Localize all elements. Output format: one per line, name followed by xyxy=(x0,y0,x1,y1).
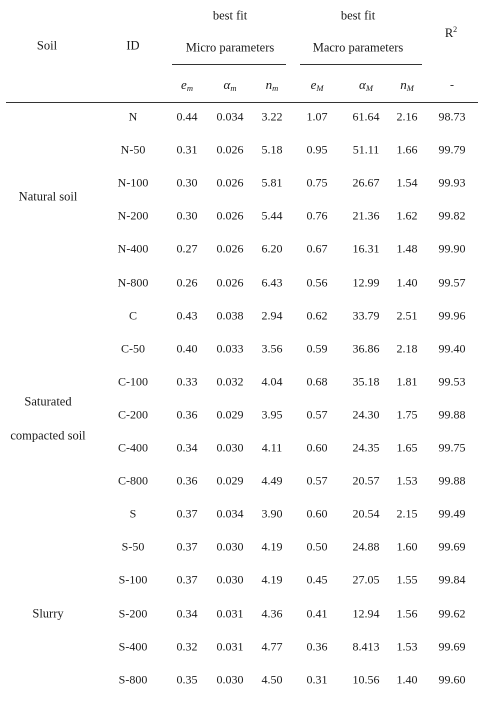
cell-alpha-macro: 26.67 xyxy=(352,175,380,190)
sym-n-micro: $n_m$ xyxy=(265,77,279,93)
cell-alpha-macro: 51.11 xyxy=(352,142,380,157)
cell-e-macro: 0.57 xyxy=(306,407,328,422)
cell-e-macro: 0.60 xyxy=(306,506,328,521)
group-saturated-line2: compacted soil xyxy=(10,428,86,443)
cell-n-macro: 1.53 xyxy=(396,473,418,488)
cell-r2: 99.49 xyxy=(438,506,466,521)
cell-id: C-100 xyxy=(118,374,148,389)
cell-e-macro: 0.36 xyxy=(306,639,328,654)
cell-alpha-micro: 0.034 xyxy=(216,506,244,521)
cell-alpha-macro: 10.56 xyxy=(352,672,380,687)
cell-id: S-100 xyxy=(118,572,148,587)
cell-n-micro: 4.50 xyxy=(261,672,283,687)
cell-n-micro: 3.56 xyxy=(261,341,283,356)
cell-e-macro: 0.95 xyxy=(306,142,328,157)
cell-id: N-800 xyxy=(117,275,149,289)
cell-r2: 99.53 xyxy=(438,374,466,389)
cell-id: C-50 xyxy=(121,341,145,356)
cell-alpha-macro: 35.18 xyxy=(352,374,380,389)
cell-n-macro: 1.65 xyxy=(396,440,418,455)
cell-r2: 99.69 xyxy=(438,539,466,554)
cell-id: C-400 xyxy=(118,440,148,455)
cell-alpha-micro: 0.033 xyxy=(216,341,244,356)
cell-n-micro: 5.44 xyxy=(261,208,283,223)
header-id: ID xyxy=(126,38,140,53)
cell-n-macro: 2.51 xyxy=(396,308,418,323)
cell-n-macro: 1.75 xyxy=(396,407,418,422)
cell-alpha-micro: 0.030 xyxy=(216,539,244,554)
cell-r2: 99.88 xyxy=(438,407,466,422)
cell-n-macro: 1.55 xyxy=(396,572,418,587)
cell-e-macro: 0.68 xyxy=(306,374,328,389)
cell-e-macro: 0.60 xyxy=(306,440,328,455)
cell-n-macro: 1.81 xyxy=(396,374,418,389)
sym-r2-unit: - xyxy=(450,77,454,92)
cell-r2: 99.88 xyxy=(438,473,466,488)
cell-e-micro: 0.35 xyxy=(176,672,198,687)
cell-r2: 98.73 xyxy=(438,109,466,124)
cell-e-macro: 0.75 xyxy=(306,175,328,190)
cell-n-macro: 2.16 xyxy=(396,109,418,124)
cell-alpha-micro: 0.026 xyxy=(216,275,244,289)
cell-id: S-400 xyxy=(118,639,148,654)
cell-n-macro: 1.66 xyxy=(396,142,418,157)
cell-alpha-macro: 24.88 xyxy=(352,539,380,554)
header-best-fit-macro: best fit xyxy=(340,8,376,23)
cell-e-micro: 0.27 xyxy=(176,241,198,256)
cell-e-macro: 0.57 xyxy=(306,473,328,488)
group-natural-soil: Natural soil xyxy=(18,189,78,204)
rule-header-bottom xyxy=(6,102,478,103)
cell-e-micro: 0.37 xyxy=(176,572,198,587)
cell-n-macro: 1.53 xyxy=(396,639,418,654)
cell-e-macro: 0.56 xyxy=(306,275,328,289)
cell-id: S xyxy=(129,506,137,521)
cell-e-micro: 0.33 xyxy=(176,374,198,389)
cell-alpha-micro: 0.026 xyxy=(216,175,244,190)
cell-id: S-200 xyxy=(118,606,148,620)
cell-n-macro: 2.15 xyxy=(396,506,418,521)
header-micro-parameters: Micro parameters xyxy=(185,40,275,55)
cell-alpha-macro: 12.99 xyxy=(352,275,380,289)
cell-n-micro: 5.81 xyxy=(261,175,283,190)
cell-alpha-micro: 0.029 xyxy=(216,407,244,422)
cell-alpha-micro: 0.031 xyxy=(216,639,244,654)
cell-n-macro: 1.48 xyxy=(396,241,418,256)
cell-alpha-micro: 0.038 xyxy=(216,308,244,323)
cell-r2: 99.79 xyxy=(438,142,466,157)
cell-alpha-macro: 27.05 xyxy=(352,572,380,587)
cell-r2: 99.69 xyxy=(438,639,466,654)
cell-id: C xyxy=(128,308,138,323)
cell-e-macro: 0.67 xyxy=(306,241,328,256)
sym-alpha-micro: $\alpha_m$ xyxy=(223,77,237,93)
cell-e-micro: 0.31 xyxy=(176,142,198,157)
cell-alpha-micro: 0.026 xyxy=(216,241,244,256)
cell-e-micro: 0.44 xyxy=(176,109,198,124)
rule-macro xyxy=(300,64,422,65)
cell-alpha-micro: 0.031 xyxy=(216,606,244,620)
cell-alpha-macro: 12.94 xyxy=(352,606,380,620)
cell-alpha-micro: 0.030 xyxy=(216,672,244,687)
cell-e-macro: 0.45 xyxy=(306,572,328,587)
cell-e-micro: 0.36 xyxy=(176,407,198,422)
cell-alpha-macro: 24.35 xyxy=(352,440,380,455)
cell-n-micro: 2.94 xyxy=(261,308,283,323)
cell-e-macro: 0.59 xyxy=(306,341,328,356)
cell-n-micro: 4.77 xyxy=(261,639,283,654)
sym-e-macro: $e_M$ xyxy=(310,77,324,93)
cell-n-micro: 3.95 xyxy=(261,407,283,422)
cell-n-micro: 4.11 xyxy=(261,440,283,455)
cell-id: C-800 xyxy=(118,473,148,488)
cell-alpha-micro: 0.030 xyxy=(216,440,244,455)
cell-e-micro: 0.36 xyxy=(176,473,198,488)
cell-e-macro: 0.41 xyxy=(306,606,328,620)
cell-alpha-micro: 0.034 xyxy=(216,109,244,124)
cell-e-macro: 0.50 xyxy=(306,539,328,554)
cell-id: N-400 xyxy=(117,241,149,256)
sym-e-micro: $e_m$ xyxy=(181,77,193,93)
cell-r2: 99.57 xyxy=(438,275,466,289)
cell-alpha-macro: 20.57 xyxy=(352,473,380,488)
cell-n-micro: 3.22 xyxy=(261,109,283,124)
cell-e-micro: 0.26 xyxy=(176,275,198,289)
cell-alpha-micro: 0.029 xyxy=(216,473,244,488)
cell-n-macro: 1.62 xyxy=(396,208,418,223)
cell-n-macro: 1.56 xyxy=(396,606,418,620)
cell-alpha-macro: 36.86 xyxy=(352,341,380,356)
cell-r2: 99.82 xyxy=(438,208,466,223)
cell-alpha-macro: 61.64 xyxy=(352,109,380,124)
rule-micro xyxy=(172,64,286,65)
cell-id: N xyxy=(128,109,138,124)
cell-n-micro: 4.19 xyxy=(261,572,283,587)
cell-e-micro: 0.34 xyxy=(176,440,198,455)
group-slurry: Slurry xyxy=(32,606,64,621)
cell-r2: 99.60 xyxy=(438,672,466,687)
cell-id: S-50 xyxy=(121,539,145,554)
cell-e-micro: 0.40 xyxy=(176,341,198,356)
cell-n-micro: 5.18 xyxy=(261,142,283,157)
cell-e-macro: 1.07 xyxy=(306,109,328,124)
cell-id: N-100 xyxy=(117,175,149,190)
cell-e-macro: 0.62 xyxy=(306,308,328,323)
header-soil: Soil xyxy=(36,38,58,53)
cell-n-micro: 4.19 xyxy=(261,539,283,554)
cell-e-macro: 0.31 xyxy=(306,672,328,687)
cell-id: S-800 xyxy=(118,672,148,687)
cell-n-micro: 4.36 xyxy=(261,606,283,620)
cell-alpha-micro: 0.026 xyxy=(216,208,244,223)
cell-n-macro: 1.40 xyxy=(396,672,418,687)
cell-e-micro: 0.37 xyxy=(176,506,198,521)
cell-alpha-micro: 0.030 xyxy=(216,572,244,587)
cell-r2: 99.93 xyxy=(438,175,466,190)
cell-e-micro: 0.37 xyxy=(176,539,198,554)
cell-id: C-200 xyxy=(118,407,148,422)
cell-alpha-macro: 24.30 xyxy=(352,407,380,422)
cell-e-micro: 0.30 xyxy=(176,208,198,223)
cell-r2: 99.84 xyxy=(438,572,466,587)
header-r2: $R^2$ xyxy=(444,24,458,41)
cell-e-micro: 0.32 xyxy=(176,639,198,654)
cell-n-macro: 1.40 xyxy=(396,275,418,289)
cell-r2: 99.40 xyxy=(438,341,466,356)
cell-n-micro: 3.90 xyxy=(261,506,283,521)
cell-r2: 99.62 xyxy=(438,606,466,620)
cell-r2: 99.90 xyxy=(438,241,466,256)
cell-n-macro: 1.60 xyxy=(396,539,418,554)
cell-alpha-macro: 33.79 xyxy=(352,308,380,323)
cell-n-macro: 2.18 xyxy=(396,341,418,356)
cell-alpha-macro: 21.36 xyxy=(352,208,380,223)
header-best-fit-micro: best fit xyxy=(212,8,248,23)
cell-alpha-micro: 0.032 xyxy=(216,374,244,389)
cell-r2: 99.75 xyxy=(438,440,466,455)
cell-e-micro: 0.34 xyxy=(176,606,198,620)
cell-alpha-micro: 0.026 xyxy=(216,142,244,157)
sym-n-macro: $n_M$ xyxy=(400,77,414,93)
cell-n-macro: 1.54 xyxy=(396,175,418,190)
cell-id: N-50 xyxy=(120,142,146,157)
cell-n-micro: 6.43 xyxy=(261,275,283,289)
cell-e-micro: 0.43 xyxy=(176,308,198,323)
cell-alpha-macro: 8.413 xyxy=(352,639,380,654)
cell-alpha-macro: 20.54 xyxy=(352,506,380,521)
cell-n-micro: 6.20 xyxy=(261,241,283,256)
cell-alpha-macro: 16.31 xyxy=(352,241,380,256)
cell-n-micro: 4.49 xyxy=(261,473,283,488)
cell-n-micro: 4.04 xyxy=(261,374,283,389)
cell-e-macro: 0.76 xyxy=(306,208,328,223)
group-saturated-line1: Saturated xyxy=(24,394,72,409)
sym-alpha-macro: $\alpha_M$ xyxy=(359,77,373,93)
header-macro-parameters: Macro parameters xyxy=(312,40,404,55)
cell-r2: 99.96 xyxy=(438,308,466,323)
cell-e-micro: 0.30 xyxy=(176,175,198,190)
cell-id: N-200 xyxy=(117,208,149,223)
